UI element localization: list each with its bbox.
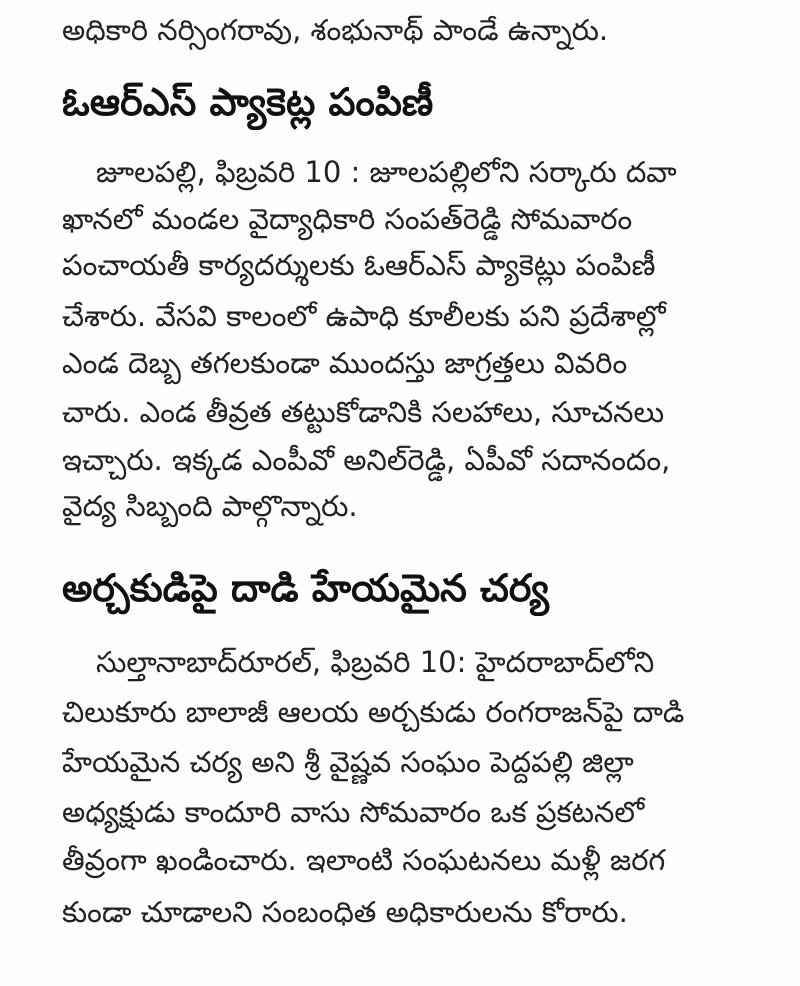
article-2-line: తీవ్రంగా ఖండించారు. ఇలాంటి సంఘటనలు మళ్లీ జరగ [62, 843, 666, 877]
article-1-line: పంచాయతీ కార్యదర్శులకు ఓఆర్ఎస్ ప్యాకెట్లు పంపిణీ [62, 248, 656, 282]
article-2-line: హేయమైన చర్య అని శ్రీ వైష్ణవ సంఘం పెద్దపల్లి జిల్లా [62, 745, 634, 779]
article-1-line: చారు. ఎండ తీవ్రత తట్టుకోడానికి సలహాలు, సూచనలు [62, 395, 665, 429]
article-2-line: సుల్తానాబాద్‌రూరల్, ఫిబ్రవరి 10: హైదరాబాద్‌లోని [96, 645, 655, 679]
article-1-line: ఇచ్చారు. ఇక్కడ ఎంపీవో అనిల్‌రెడ్డి, ఏపీవో సదానందం, [62, 443, 671, 477]
article-2-line: చిలుకూరు బాలాజీ ఆలయ అర్చకుడు రంగరాజన్‌పై దాడి [62, 695, 685, 729]
article-2-line: అధ్యక్షుడు కాందూరి వాసు సోమవారం ఒక ప్రకటనలో [62, 795, 645, 829]
article-2-line: కుండా చూడాలని సంబంధిత అధికారులను కోరారు. [62, 895, 628, 929]
article-2-headline: అర్చకుడిపై దాడి హేయమైన చర్య [62, 566, 549, 610]
article-1-headline: ఓఆర్ఎస్ ప్యాకెట్ల పంపిణీ [62, 80, 434, 124]
article-1-line: చేశారు. వేసవి కాలంలో ఉపాధి కూలీలకు పని ప్రదేశాల్లో [62, 299, 666, 333]
previous-article-last-line: అధికారి నర్సింగరావు, శంభునాథ్ పాండే ఉన్నారు. [62, 13, 609, 47]
article-1-line: ఖానలో మండల వైద్యాధికారి సంపత్‌రెడ్డి సోమవారం [62, 202, 633, 236]
article-1-line: వైద్య సిబ్బంది పాల్గొన్నారు. [62, 489, 358, 523]
article-1-line: ఎండ దెబ్బ తగలకుండా ముందస్తు జాగ్రత్తలు వివరిం [62, 346, 628, 380]
article-1-line: జూలపల్లి, ఫిబ్రవరి 10 : జూలపల్లిలోని సర్కారు దవా [96, 155, 677, 189]
